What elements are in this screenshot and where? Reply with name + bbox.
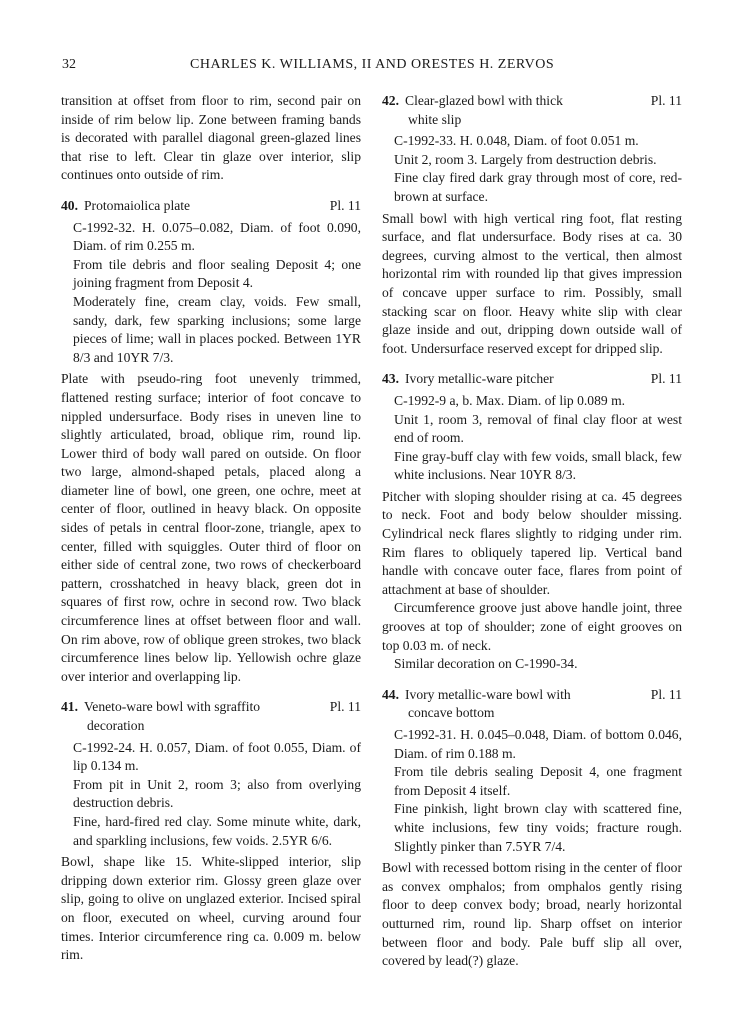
entry-detail-fabric: Moderately fine, cream clay, voids. Few small, sandy, dark, few sparking inclusions; some large pieces of lime; wall in places pocked. Between 1YR 8/3 and 10YR 7/3.	[73, 293, 361, 365]
right-column	[382, 92, 682, 971]
catalog-entry-44	[382, 686, 682, 971]
entry-description: Bowl with recessed bottom rising in the center of floor as convex omphalos; from omphalos gently rising floor to deep convex body; broad, nearly horizontal outturned rim, round lip. Sharp offset on interior between floor and body. Pale buff slip all over, covered by lead(?) glaze.	[382, 860, 682, 969]
entry-title-continuation: concave bottom	[408, 705, 495, 721]
entry-number: 40.	[61, 197, 78, 213]
entry-title: Ivory metallic-ware pitcher	[405, 371, 554, 387]
entry-title: Clear-glazed bowl with thick	[405, 93, 563, 108]
entry-description: Pitcher with sloping shoulder rising at ca. 45 degrees to neck. Foot and body below shoulder missing. Cylindrical neck flares slightly to ridging under rim. Rim flares to obliquely tapered lip. Vertical band handle with concave outer face, flares from point of attachment at base of shoulder.	[382, 488, 682, 597]
page-number: 32	[62, 57, 76, 72]
entry-heading	[61, 698, 361, 735]
entry-heading	[382, 370, 682, 389]
plate-reference: Pl. 11	[329, 699, 361, 715]
entry-comparison-note: Similar decoration on C-1990-34.	[394, 656, 578, 672]
plate-reference: Pl. 11	[329, 197, 361, 213]
entry-title: Veneto-ware bowl with sgraffito	[84, 699, 261, 715]
entry-number: 42.	[382, 93, 399, 108]
entry-detail-inventory: C-1992-32. H. 0.075–0.082, Diam. of foot 0.090, Diam. of rim 0.255 m.	[73, 219, 361, 254]
entry-description: Small bowl with high vertical ring foot, flat resting surface, and flat undersurface. Body rises at ca. 30 degrees, curving almost to the vertical, then almost horizontal rim with rounded lip that gives impression of concave upper surface to rim. Possibly, small stacking scar on floor. Heavy white slip with clear glaze inside and out, dripping down outside wall of foot. Undersurface reserved except for dripped slip.	[382, 210, 682, 356]
entry-detail-inventory: C-1992-31. H. 0.045–0.048, Diam. of bottom 0.046, Diam. of rim 0.188 m.	[394, 727, 682, 761]
continuation-paragraph: transition at offset from floor to rim, second pair on inside of rim below lip. Zone between framing bands is decorated with parallel diagonal green-glazed lines that rise to left. Clear tin glaze over interior, slip continues onto outside of rim.	[61, 93, 361, 183]
entry-detail-fabric: Fine, hard-fired red clay. Some minute white, dark, and sparkling inclusions, few voids. 2.5YR 6/6.	[73, 813, 361, 848]
plate-reference: Pl. 11	[650, 93, 682, 108]
running-title: CHARLES K. WILLIAMS, II AND ORESTES H. ZERVOS	[190, 57, 555, 72]
catalog-entry-41	[61, 698, 361, 964]
catalog-entry-43	[382, 370, 682, 674]
entry-detail-context: From tile debris sealing Deposit 4, one fragment from Deposit 4 itself.	[394, 764, 682, 798]
entry-detail-context: Unit 2, room 3. Largely from destruction debris.	[394, 151, 657, 167]
entry-detail-fabric: Fine gray-buff clay with few voids, small black, few white inclusions. Near 10YR 8/3.	[394, 448, 682, 483]
entry-heading	[382, 92, 682, 129]
catalog-entry-40	[61, 197, 361, 686]
entry-title-continuation: white slip	[408, 111, 462, 127]
entry-title: Protomaiolica plate	[84, 197, 191, 213]
entry-title-continuation: decoration	[87, 718, 145, 733]
entry-detail-context: From pit in Unit 2, room 3; also from overlying destruction debris.	[73, 776, 361, 811]
entry-title: Ivory metallic-ware bowl with	[405, 686, 571, 702]
entry-number: 41.	[61, 699, 78, 715]
plate-reference: Pl. 11	[650, 371, 682, 387]
entry-heading	[61, 197, 361, 216]
entry-description: Plate with pseudo-ring foot unevenly trimmed, flattened resting surface; interior of foot concave to nippled undersurface. Body rises in uneven line to slightly articulated, broad, oblique rim, round lip. Lower third of body wall pared on outside. On floor two large, almond-shaped petals, placed along a diameter line of bowl, one green, one ochre, meet at center of floor, outlined in heavy black. On opposite sides of petals in central floor-zone, triangle, apex to center, filled with squiggles. Outer third of floor on either side of central zone, two rows of checkerboard pattern, crosshatched in heavy black, green dot in squares of first row, ochre in second row. Two black circumference lines at offset between floor and wall. On rim above, row of oblique green strokes, two black circumference lines below lip. Yellowish ochre glaze over interior and overlapping lip.	[61, 371, 361, 684]
entry-heading	[382, 686, 682, 723]
catalog-entry-42	[382, 92, 682, 358]
entry-detail-inventory: C-1992-33. H. 0.048, Diam. of foot 0.051 m.	[394, 133, 639, 149]
entry-number: 43.	[382, 371, 399, 387]
entry-detail-context: Unit 1, room 3, removal of final clay floor at west end of room.	[394, 411, 682, 446]
entry-number: 44.	[382, 686, 399, 702]
entry-detail-inventory: C-1992-9 a, b. Max. Diam. of lip 0.089 m.	[394, 392, 626, 408]
entry-detail-inventory: C-1992-24. H. 0.057, Diam. of foot 0.055, Diam. of lip 0.134 m.	[73, 739, 361, 774]
entry-detail-context: From tile debris and floor sealing Deposit 4; one joining fragment from Deposit 4.	[73, 256, 361, 291]
entry-detail-fabric: Fine clay fired dark gray through most of core, red-brown at surface.	[394, 170, 682, 204]
entry-description: Bowl, shape like 15. White-slipped interior, slip dripping down exterior rim. Glossy green glaze over slip, going to olive on unglazed exterior. Incised spiral on floor, executed on wheel, curving around four times. Interior circumference ring ca. 0.009 m. below rim.	[61, 854, 361, 963]
entry-decoration-note: Circumference groove just above handle joint, three grooves at top of shoulder; zone of eight grooves on top 0.03 m. of neck.	[382, 600, 682, 653]
entry-detail-fabric: Fine pinkish, light brown clay with scattered fine, white inclusions, few tiny voids; fracture rough. Slightly pinker than 7.5YR 7/4.	[394, 801, 682, 854]
plate-reference: Pl. 11	[650, 686, 682, 702]
left-column	[61, 92, 361, 965]
